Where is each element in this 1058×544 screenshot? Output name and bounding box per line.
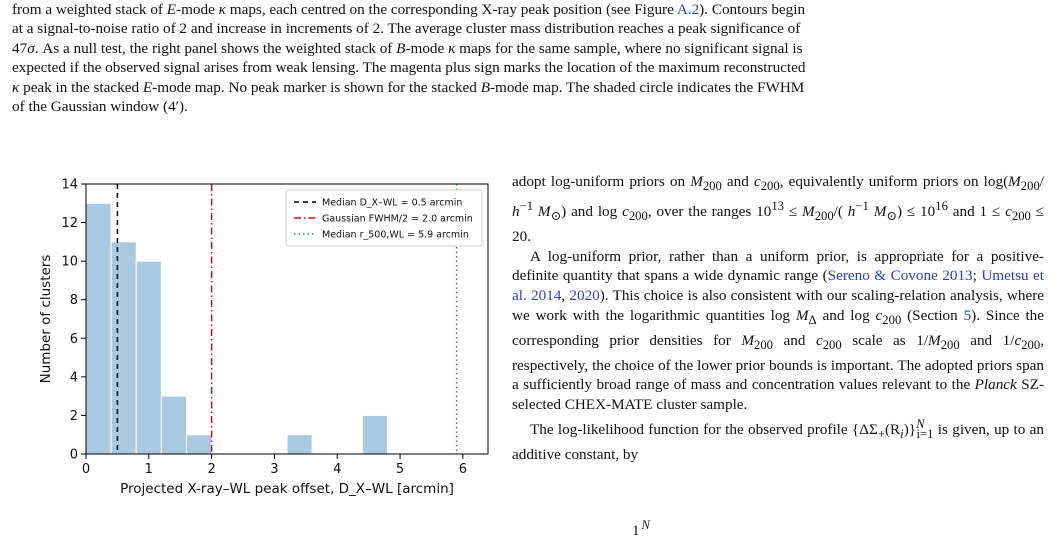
- histogram-bar: [86, 203, 111, 454]
- x-axis-label: Projected X-ray–WL peak offset, D_X–WL [arcmin]: [120, 481, 454, 497]
- figure-ref-link[interactable]: A.2: [676, 1, 700, 18]
- y-tick-label: 8: [69, 293, 78, 309]
- histogram-bar: [287, 435, 312, 454]
- legend-entry: Gaussian FWHM/2 = 2.0 arcmin: [322, 213, 473, 225]
- x-tick-label: 4: [333, 462, 342, 477]
- body-text-column: [512, 172, 1044, 465]
- x-tick-label: 0: [81, 462, 91, 477]
- x-tick-label: 1: [144, 462, 153, 477]
- section-ref-link[interactable]: 5: [963, 306, 972, 324]
- caption-line: 47σ. As a null test, the right panel shows the weighted stack of B-mode κ maps for the same sample, where no significant signal is: [12, 39, 803, 57]
- y-tick-label: 4: [69, 370, 78, 386]
- caption-line: of the Gaussian window (4′).: [12, 98, 188, 116]
- y-axis-label: Number of clusters: [38, 254, 54, 384]
- histogram-figure: [26, 168, 506, 512]
- legend-entry: Median r_500,WL = 5.9 arcmin: [322, 229, 469, 241]
- figure-caption: [12, 0, 1046, 116]
- paragraph-likelihood: The log-likelihood function for the observed profile $\{\Delta\Sigma_+(R_i)\}^N_{i=1}$ is given, up to an additive constant, by: [512, 416, 1044, 463]
- y-tick-label: 10: [61, 254, 78, 270]
- x-tick-label: 6: [458, 462, 468, 477]
- citation-link[interactable]: Umetsu et al. 2014: [512, 267, 1045, 305]
- x-tick-label: 5: [395, 462, 405, 477]
- y-tick-label: 6: [69, 331, 78, 347]
- histogram-bar: [111, 242, 136, 454]
- citation-link[interactable]: 2020: [569, 287, 600, 305]
- caption-line: expected if the observed signal arises from weak lensing. The magenta plus sign marks the location of the maximum reconstructed: [12, 59, 806, 77]
- paragraph-prior-justification: A log-uniform prior, rather than a uniform prior, is appropriate for a positive-definite quantity that spans a wide dynamic range (Sereno & Covone 2013; Umetsu et al. 2014, 2020). This choice is also consistent with our scaling-relation analysis, where we work with the logarithmic quantities $\log M_\Delta$ and $\log c_{200}$ (Section 5). Since the corresponding prior densities for $M_{200}$ and $c_{200}$ scale as $1/M_{200}$ and $1/c_{200}$, respectively, the choice of the lower prior bounds is important. The adopted priors span a sufficiently broad range of mass and concentration values relevant to the Planck SZ-selected CHEX-MATE cluster sample.: [512, 247, 1045, 414]
- histogram-bar: [362, 415, 387, 454]
- histogram-bar: [161, 396, 186, 454]
- equation-fragment: 1 $^N$: [632, 518, 650, 539]
- citation-link[interactable]: Sereno & Covone 2013: [827, 267, 973, 285]
- y-tick-label: 0: [69, 447, 78, 463]
- x-tick-label: 3: [270, 462, 279, 477]
- x-tick-label: 2: [207, 462, 216, 477]
- caption-line: at a signal-to-noise ratio of 2 and increase in increments of 2. The average cluster mass distribution reaches a peak significance of: [12, 20, 801, 38]
- paragraph-priors: adopt log-uniform priors on $M_{200}$ and $c_{200}$, equivalently uniform priors on $\log(M_{200}/$ $h^{-1}$ $M_⊙$) and $\log c_{200}$, over the ranges $10^{13} \le M_{200}/$( $h^{-1}$ $M_⊙) \le 10^{16}$ and $1 \le c_{200} \le 20$.: [512, 173, 1045, 245]
- histogram-bar: [187, 435, 212, 454]
- y-tick-label: 2: [69, 408, 78, 424]
- y-tick-label: 12: [61, 216, 78, 232]
- offset-histogram-chart: [26, 168, 506, 512]
- caption-line: from a weighted stack of E-mode κ maps, each centred on the corresponding X-ray peak position (see Figure A.2). Contours begin: [12, 1, 806, 18]
- y-tick-label: 14: [61, 177, 78, 193]
- legend-entry: Median D_X–WL = 0.5 arcmin: [322, 197, 463, 209]
- histogram-bar: [136, 261, 161, 454]
- caption-line: κ peak in the stacked E-mode map. No peak marker is shown for the stacked B-mode map. The shaded circle indicates the FWHM: [12, 78, 805, 96]
